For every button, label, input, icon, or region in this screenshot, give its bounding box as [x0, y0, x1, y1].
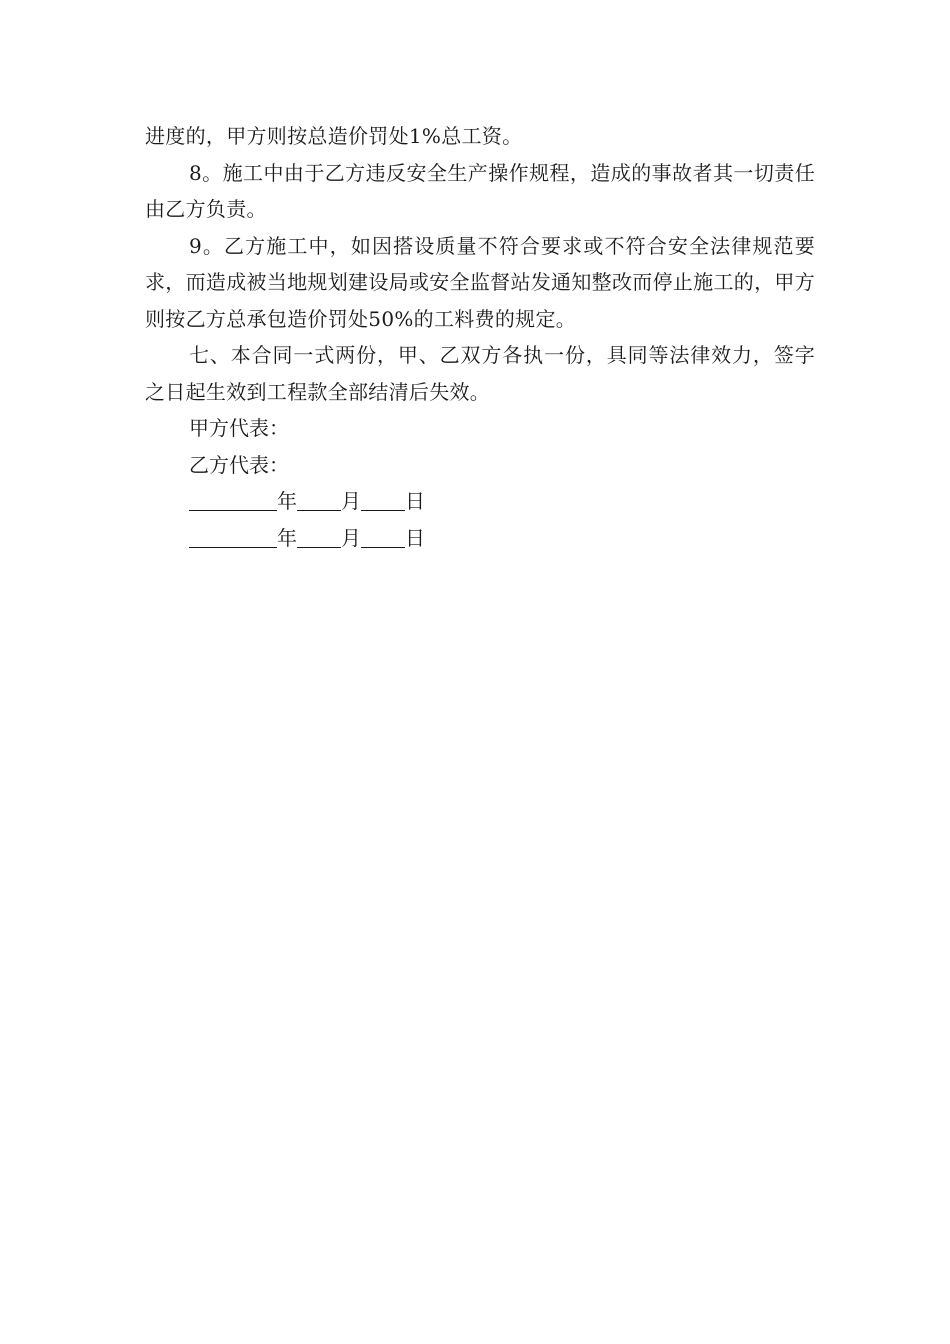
paragraph-clause-8: 8。施工中由于乙方违反安全生产操作规程，造成的事故者其一切责任由乙方负责。 [145, 160, 815, 221]
paragraph-clause-9: 9。乙方施工中，如因搭设质量不符合要求或不符合安全法律规范要求，而造成被当地规划建设局或安全监督站发通知整改而停止施工的，甲方则按乙方总承包造价罚处50%的工料费的规定。 [145, 233, 815, 331]
day-label: 日 [405, 489, 425, 513]
paragraph-continuation: 进度的，甲方则按总造价罚处1%总工资。 [145, 124, 523, 148]
party-b-signature-label: 乙方代表： [189, 452, 289, 477]
year-blank [189, 488, 277, 511]
month-label: 月 [341, 525, 361, 550]
party-a-signature-label: 甲方代表： [189, 416, 289, 440]
year-label: 年 [277, 525, 297, 550]
day-blank [361, 488, 405, 511]
year-label: 年 [277, 489, 297, 513]
date-line-1 [145, 483, 815, 520]
day-label: 日 [405, 525, 425, 550]
month-label: 月 [341, 489, 361, 513]
paragraph-section-7: 七、本合同一式两份，甲、乙双方各执一份，具同等法律效力，签字之日起生效到工程款全部结清后失效。 [145, 343, 815, 404]
year-blank [189, 525, 277, 548]
month-blank [297, 488, 341, 511]
document-body [145, 118, 815, 556]
month-blank [297, 525, 341, 548]
date-line-2 [145, 520, 815, 557]
day-blank [361, 525, 405, 548]
